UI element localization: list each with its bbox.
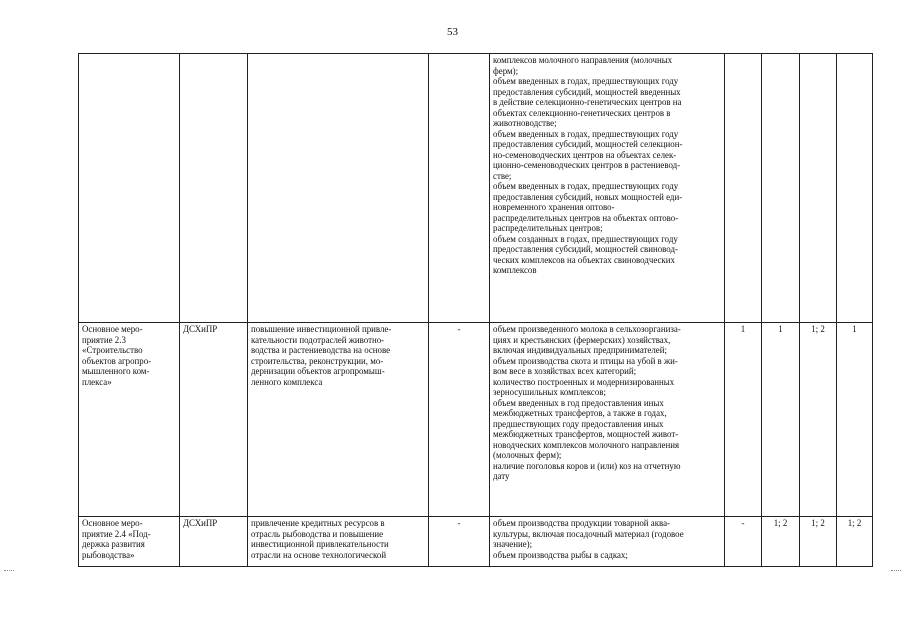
- activity-name-cell-line: приятие 2.3: [82, 334, 126, 345]
- goal-cell-line: отрасль рыбоводства и повышение: [251, 528, 384, 539]
- activity-name-cell-line: держка развития: [82, 539, 145, 549]
- task-link-cell-2: 1; 2: [762, 517, 800, 567]
- indicators-cell-line: объем введенных в годах, предшествующих году: [493, 128, 679, 139]
- indicators-cell-line: объем созданных в годах, предшествующих году: [493, 233, 678, 244]
- indicators-cell: [490, 323, 725, 517]
- task-link-cell-3: [800, 54, 837, 323]
- activity-name-cell-line: плекса»: [82, 376, 112, 387]
- indicators-cell-line: комплексов молочного направления (молочных: [493, 55, 673, 65]
- goal-cell-line: строительства, реконструкции, мо-: [251, 355, 384, 366]
- indicators-cell-line: ционно-семеноводческих центров в растениевод-: [493, 160, 681, 170]
- indicators-cell-line: межбюджетных трансфертов, а также в годах,: [493, 408, 667, 418]
- scan-edge-mark-right: [891, 570, 901, 572]
- indicators-cell-line: культуры, включая посадочный материал (годовое: [493, 528, 684, 539]
- task-link-cell-1: [725, 54, 762, 323]
- goal-cell-line: водства и растениеводства на основе: [251, 345, 391, 355]
- program-activities-table: [78, 53, 873, 567]
- goal-cell: [248, 323, 429, 517]
- indicators-cell-line: стве;: [493, 170, 512, 181]
- executor-cell: ДСХиПР: [180, 517, 248, 567]
- indicators-cell-line: предоставления субсидий, мощностей селекцион-: [493, 139, 683, 149]
- indicators-cell-line: предоставления субсидий, мощностей введенных: [493, 86, 681, 97]
- indicators-cell: [490, 54, 725, 323]
- activity-name-cell-line: «Строительство: [82, 345, 143, 355]
- indicators-cell-line: новременного хранения оптово-: [493, 202, 615, 212]
- indicators-cell-line: ферм);: [493, 65, 519, 76]
- task-link-cell-3: 1; 2: [800, 323, 837, 517]
- indicators-cell-line: животноводстве;: [493, 118, 557, 128]
- goal-cell-line: привлечение кредитных ресурсов в: [251, 518, 385, 528]
- indicators-cell-line: в действие селекционно-генетических центров на: [493, 97, 682, 107]
- indicators-cell-line: объем введенных в год предоставления иных: [493, 397, 664, 408]
- goal-cell-line: инвестиционной привлекательности: [251, 539, 389, 549]
- task-link-cell-2: 1: [762, 323, 800, 517]
- links-cell: -: [429, 323, 490, 517]
- indicators-cell-line: объем введенных в годах, предшествующих году: [493, 181, 679, 191]
- activity-name-cell-line: приятие 2.4 «Под-: [82, 528, 151, 539]
- indicators-cell-line: количество построенных и модернизированных: [493, 376, 675, 387]
- indicators-cell-line: распределительных центров на объектах оптово-: [493, 212, 679, 223]
- task-link-cell-3: 1; 2: [800, 517, 837, 567]
- indicators-cell-line: дату: [493, 471, 510, 481]
- indicators-cell-line: зерносушильных комплексов;: [493, 387, 606, 397]
- indicators-cell-line: распределительных центров;: [493, 223, 603, 233]
- scan-edge-mark-left: [4, 570, 14, 572]
- task-link-cell-4: [837, 54, 873, 323]
- goal-cell-line: ленного комплекса: [251, 376, 323, 387]
- task-link-cell-1: 1: [725, 323, 762, 517]
- indicators-cell: [490, 517, 725, 567]
- indicators-cell-line: значение);: [493, 539, 533, 549]
- goal-cell: [248, 517, 429, 567]
- goal-cell-line: повышение инвестиционной привле-: [251, 324, 392, 334]
- goal-cell-line: кательности подотраслей животно-: [251, 334, 385, 345]
- links-cell: [429, 54, 490, 323]
- indicators-cell-line: ческих комплексов на объектах свиноводческих: [493, 254, 675, 265]
- indicators-cell-line: объем производства рыбы в садках;: [493, 549, 628, 560]
- table-row: [79, 517, 873, 567]
- activity-name-cell-line: рыбоводства»: [82, 549, 135, 560]
- indicators-cell-line: (молочных ферм);: [493, 450, 562, 460]
- goal-cell: [248, 54, 429, 323]
- indicators-cell-line: объем введенных в годах, предшествующих году: [493, 76, 679, 86]
- goal-cell-line: отрасли на основе технологической: [251, 549, 387, 560]
- indicators-cell-line: предшествующих году предоставления иных: [493, 418, 664, 429]
- activity-name-cell: [79, 323, 180, 517]
- indicators-cell-line: объем производства скота и птицы на убой в жи-: [493, 355, 678, 366]
- indicators-cell-line: объектах селекционно-генетических центров в: [493, 107, 671, 118]
- task-link-cell-4: 1; 2: [837, 517, 873, 567]
- activity-name-cell-line: мышленного ком-: [82, 366, 150, 376]
- task-link-cell-2: [762, 54, 800, 323]
- indicators-cell-line: наличие поголовья коров и (или) коз на отчетную: [493, 460, 681, 471]
- task-link-cell-4: 1: [837, 323, 873, 517]
- links-cell: -: [429, 517, 490, 567]
- activity-name-cell-line: Основное меро-: [82, 324, 143, 334]
- goal-cell-line: дернизации объектов агропромыш-: [251, 366, 385, 376]
- indicators-cell-line: включая индивидуальных предпринимателей;: [493, 345, 667, 355]
- indicators-cell-line: предоставления субсидий, новых мощностей еди-: [493, 191, 683, 202]
- indicators-cell-line: предоставления субсидий, мощностей свиновод-: [493, 244, 678, 254]
- executor-cell: [180, 54, 248, 323]
- page-number: 53: [447, 26, 458, 38]
- activity-name-cell-line: Основное меро-: [82, 518, 143, 528]
- indicators-cell-line: межбюджетных трансфертов, мощностей живот-: [493, 429, 679, 439]
- indicators-cell-line: вом весе в хозяйствах всех категорий;: [493, 366, 637, 376]
- indicators-cell-line: циях и крестьянских (фермерских) хозяйствах,: [493, 334, 671, 345]
- table-row: [79, 54, 873, 323]
- activity-name-cell: [79, 54, 180, 323]
- activity-name-cell: [79, 517, 180, 567]
- task-link-cell-1: -: [725, 517, 762, 567]
- indicators-cell-line: объем произведенного молока в сельхозорганиза-: [493, 324, 681, 334]
- indicators-cell-line: комплексов: [493, 265, 537, 275]
- indicators-cell-line: но-семеноводческих центров на объектах селек-: [493, 149, 677, 160]
- indicators-cell-line: объем производства продукции товарной аква-: [493, 518, 670, 528]
- executor-cell: ДСХиПР: [180, 323, 248, 517]
- table-row: [79, 323, 873, 517]
- activity-name-cell-line: объектов агропро-: [82, 355, 152, 366]
- indicators-cell-line: новодческих комплексов молочного направления: [493, 439, 680, 450]
